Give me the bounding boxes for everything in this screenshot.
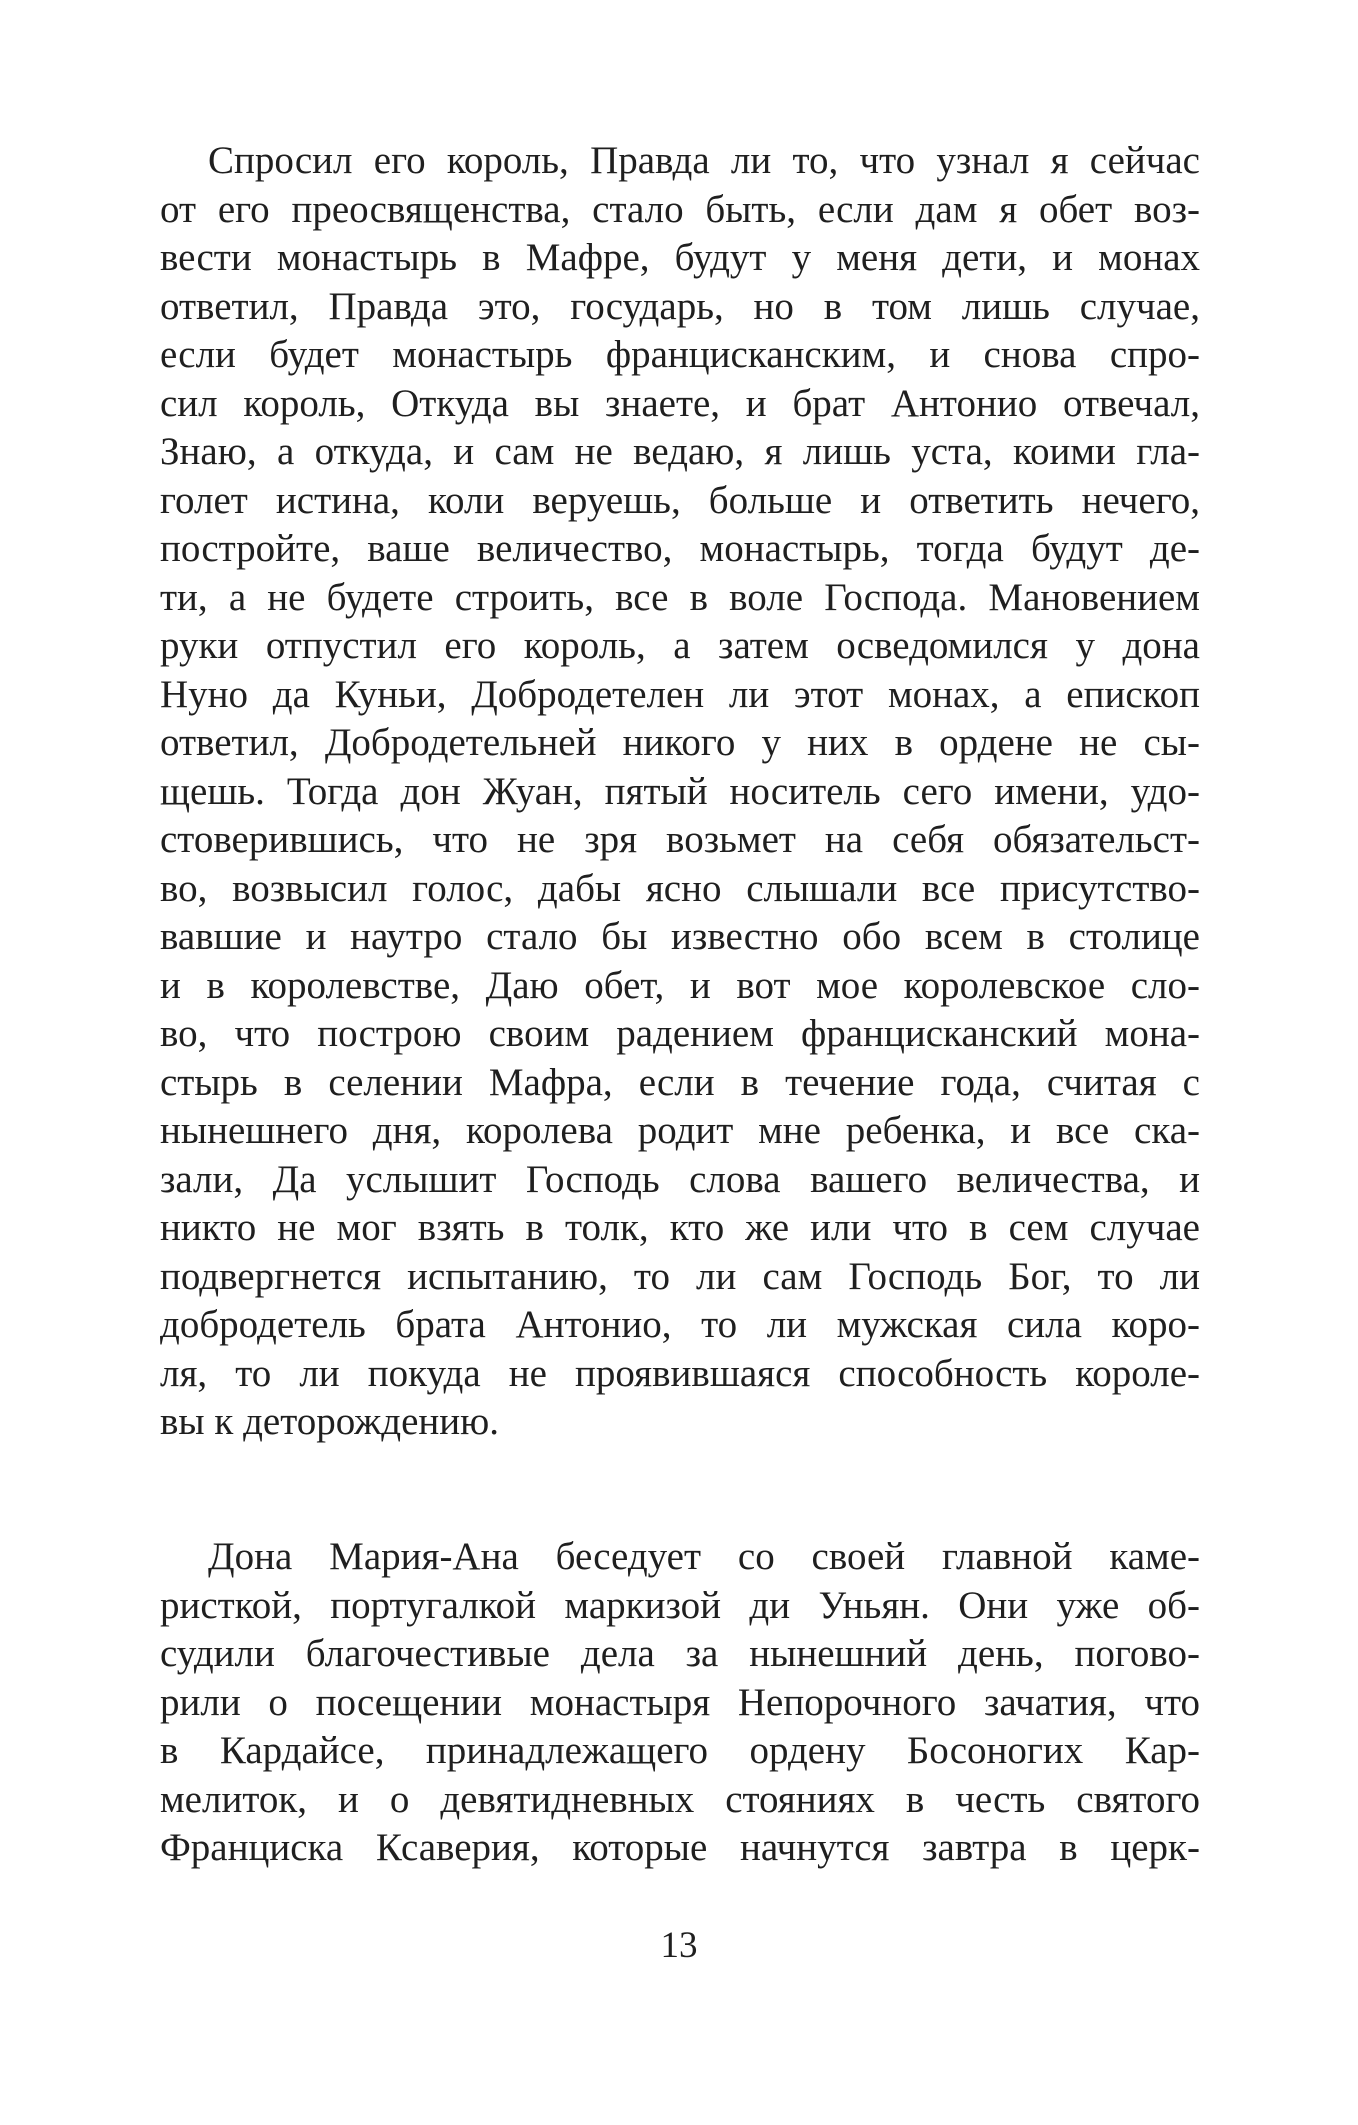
text-line: ля, то ли покуда не проявившаяся способность короле- bbox=[160, 1351, 1200, 1395]
text-line: во, возвысил голос, дабы ясно слышали все присутство- bbox=[160, 866, 1200, 910]
text-line: вы к деторождению. bbox=[160, 1400, 500, 1443]
text-line: ристкой, португалкой маркизой ди Уньян. Они уже об- bbox=[160, 1583, 1200, 1627]
text-line: ответил, Добродетельней никого у них в ордене не сы- bbox=[160, 721, 1200, 764]
text-line: никто не мог взять в толк, кто же или что в сем случае bbox=[160, 1206, 1200, 1249]
text-line: в Кардайсе, принадлежащего ордену Босоногих Кар- bbox=[160, 1729, 1200, 1772]
text-line: Знаю, а откуда, и сам не ведаю, я лишь уста, коими гла- bbox=[160, 430, 1200, 473]
text-line: судили благочестивые дела за нынешний день, погово- bbox=[160, 1632, 1200, 1675]
text-line: добродетель брата Антонио, то ли мужская сила коро- bbox=[160, 1303, 1200, 1346]
text-line: если будет монастырь францисканским, и снова спро- bbox=[160, 333, 1200, 376]
text-line: руки отпустил его король, а затем осведомился у дона bbox=[160, 624, 1200, 667]
text-line: стырь в селении Мафра, если в течение года, считая с bbox=[160, 1060, 1200, 1104]
text-line: и в королевстве, Даю обет, и вот мое королевское сло- bbox=[160, 963, 1200, 1007]
text-line: вести монастырь в Мафре, будут у меня дети, и монах bbox=[160, 236, 1200, 279]
text-line: ти, а не будете строить, все в воле Господа. Мановением bbox=[160, 575, 1200, 619]
text-line: сил король, Откуда вы знаете, и брат Антонио отвечал, bbox=[160, 381, 1200, 425]
text-line: Франциска Ксаверия, которые начнутся завтра в церк- bbox=[160, 1826, 1200, 1869]
text-line: зали, Да услышит Господь слова вашего величества, и bbox=[160, 1157, 1200, 1201]
text-line: подвергнется испытанию, то ли сам Господь Бог, то ли bbox=[160, 1254, 1200, 1298]
text-line: во, что построю своим радением францисканский мона- bbox=[160, 1012, 1200, 1055]
text-line: нынешнего дня, королева родит мне ребенка, и все ска- bbox=[160, 1109, 1200, 1152]
text-line: стоверившись, что не зря возьмет на себя обязательст- bbox=[160, 818, 1200, 861]
text-line: голет истина, коли веруешь, больше и ответить нечего, bbox=[160, 478, 1200, 522]
text-line: Спросил его король, Правда ли то, что узнал я сейчас bbox=[208, 139, 1200, 182]
paragraph-1 bbox=[160, 137, 1200, 1447]
text-line: Нуно да Куньи, Добродетелен ли этот монах, а епископ bbox=[160, 672, 1200, 716]
text-line: рили о посещении монастыря Непорочного зачатия, что bbox=[160, 1680, 1200, 1724]
text-line: постройте, ваше величество, монастырь, тогда будут де- bbox=[160, 527, 1200, 570]
paragraph-2 bbox=[160, 1533, 1200, 1873]
text-line: вавшие и наутро стало бы известно обо всем в столице bbox=[160, 915, 1200, 958]
text-line: от его преосвященства, стало быть, если дам я обет воз- bbox=[160, 187, 1200, 231]
page-number: 13 bbox=[660, 1925, 698, 1966]
text-line: ответил, Правда это, государь, но в том лишь случае, bbox=[160, 284, 1200, 328]
text-line: мелиток, и о девятидневных стояниях в честь святого bbox=[160, 1777, 1200, 1821]
text-line: Дона Мария-Ана беседует со своей главной каме- bbox=[208, 1535, 1200, 1578]
text-line: щешь. Тогда дон Жуан, пятый носитель сего имени, удо- bbox=[160, 769, 1200, 813]
